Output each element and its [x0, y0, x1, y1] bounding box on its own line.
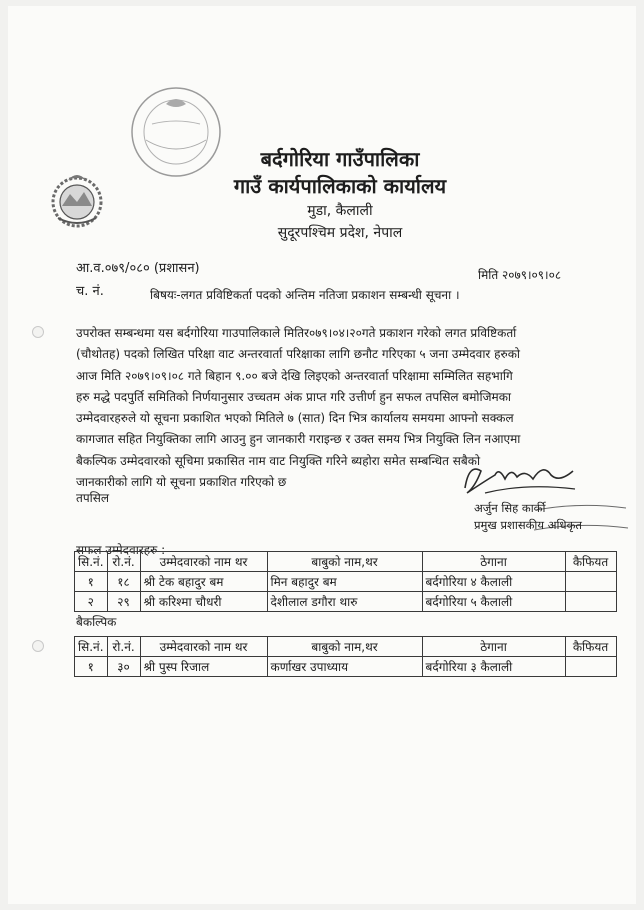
column-header: कैफियत [565, 552, 616, 572]
table-cell: बर्दगोरिया ४ कैलाली [422, 572, 565, 592]
table-cell: २९ [107, 592, 140, 612]
body-line: जानकारीको लागि यो सूचना प्रकाशित गरिएको छ [76, 475, 287, 490]
nepal-emblem-icon [48, 168, 106, 230]
table-header-row [75, 552, 617, 572]
column-header: सि.नं. [75, 552, 108, 572]
alternate-table [74, 636, 617, 677]
body-line: कागजात सहित नियुक्तिका लागि आउनु हुन जानकारी गराइन्छ र उक्त समय भित्र नियुक्ति लिन नआएमा [76, 432, 521, 447]
body-line: उम्मेदवारहरुले यो सूचना प्रकाशित भएको मितिले ७ (सात) दिन भित्र कार्यालय समयमा आफ्नो सक्कल [76, 411, 514, 426]
column-header: उम्मेदवारको नाम थर [140, 552, 267, 572]
body-line: बैकल्पिक उम्मेदवारको सूचिमा प्रकासित नाम वाट नियुक्ति गरिने ब्यहोरा समेत सम्बन्धित सबैको [76, 453, 481, 468]
office-location: मुडा, कैलाली [307, 203, 373, 219]
column-header: ठेगाना [422, 637, 565, 657]
column-header: बाबुको नाम,थर [267, 637, 422, 657]
table-cell [565, 572, 616, 592]
table-cell: बर्दगोरिया ३ कैलाली [422, 657, 565, 677]
table-row [75, 592, 617, 612]
table-cell: १ [75, 657, 108, 677]
body-line: उपरोक्त सम्बन्धमा यस बर्दगोरिया गाउपालिकाले मितिर०७९।०४।२०गते प्रकाशन गरेको लगत प्रविष्टिकर्ता [76, 326, 517, 340]
column-header: रो.नं. [107, 552, 140, 572]
fiscal-reference: आ.व.०७९/०८० (प्रशासन) [76, 261, 200, 276]
notice-date: मिति २०७९।०९।०८ [478, 268, 562, 282]
table-cell: १८ [107, 572, 140, 592]
notice-subject: बिषयः-लगत प्रविष्टिकर्ता पदको अन्तिम नतिजा प्रकाशन सम्बन्धी सूचना । [150, 288, 460, 302]
table-cell: श्री टेक बहादुर बम [140, 572, 267, 592]
table-cell: २ [75, 592, 108, 612]
punch-hole [32, 640, 44, 652]
body-line: आज मिति २०७९।०९।०८ गते बिहान ९.०० बजे देखि लिइएको अन्तरवार्ता परिक्षामा सम्मिलित सहभागि [76, 368, 513, 383]
alternate-heading: बैकल्पिक [76, 615, 117, 629]
column-header: कैफियत [565, 637, 616, 657]
successful-table [74, 551, 617, 612]
table-cell: ३० [107, 657, 140, 677]
body-line: हरु मद्धे पदपुर्ति समितिको निर्णयानुसार उच्चतम अंक प्राप्त गरि उत्तीर्ण हुन सफल तपसिल बमोजिमका [76, 389, 512, 404]
table-header-row [75, 637, 617, 657]
province-name: सुदूरपश्चिम प्रदेश, नेपाल [277, 225, 403, 241]
column-header: रो.नं. [107, 637, 140, 657]
signatory-name: अर्जुन सिह कार्की [474, 501, 546, 515]
org-name: बर्दगोरिया गाउँपालिका [260, 147, 420, 171]
table-cell: श्री करिश्मा चौधरी [140, 592, 267, 612]
body-line: (चौथोतह) पदको लिखित परिक्षा वाट अन्तरवार्ता परिक्षाका लागि छनौट गरिएका ५ जना उम्मेदवार हरुको [76, 347, 521, 362]
table-cell: कर्णाखर उपाध्याय [267, 657, 422, 677]
table-cell: देशीलाल डगौरा थारु [267, 592, 422, 612]
table-row [75, 572, 617, 592]
table-cell: श्री पुस्प रिजाल [140, 657, 267, 677]
table-cell [565, 592, 616, 612]
column-header: सि.नं. [75, 637, 108, 657]
office-name: गाउँ कार्यपालिकाको कार्यालय [233, 174, 447, 198]
signatory-title: प्रमुख प्रशासकीय अधिकृत [474, 518, 582, 532]
table-cell: बर्दगोरिया ५ कैलाली [422, 592, 565, 612]
column-header: ठेगाना [422, 552, 565, 572]
column-header: बाबुको नाम,थर [267, 552, 422, 572]
punch-hole [32, 326, 44, 338]
table-row [75, 657, 617, 677]
table-cell [565, 657, 616, 677]
table-cell: मिन बहादुर बम [267, 572, 422, 592]
chalani-number: च. नं. [76, 284, 104, 299]
column-header: उम्मेदवारको नाम थर [140, 637, 267, 657]
table-cell: १ [75, 572, 108, 592]
successful-heading: सफल उम्मेदवारहरु : [76, 543, 166, 557]
tapasil-label: तपसिल [76, 491, 110, 505]
